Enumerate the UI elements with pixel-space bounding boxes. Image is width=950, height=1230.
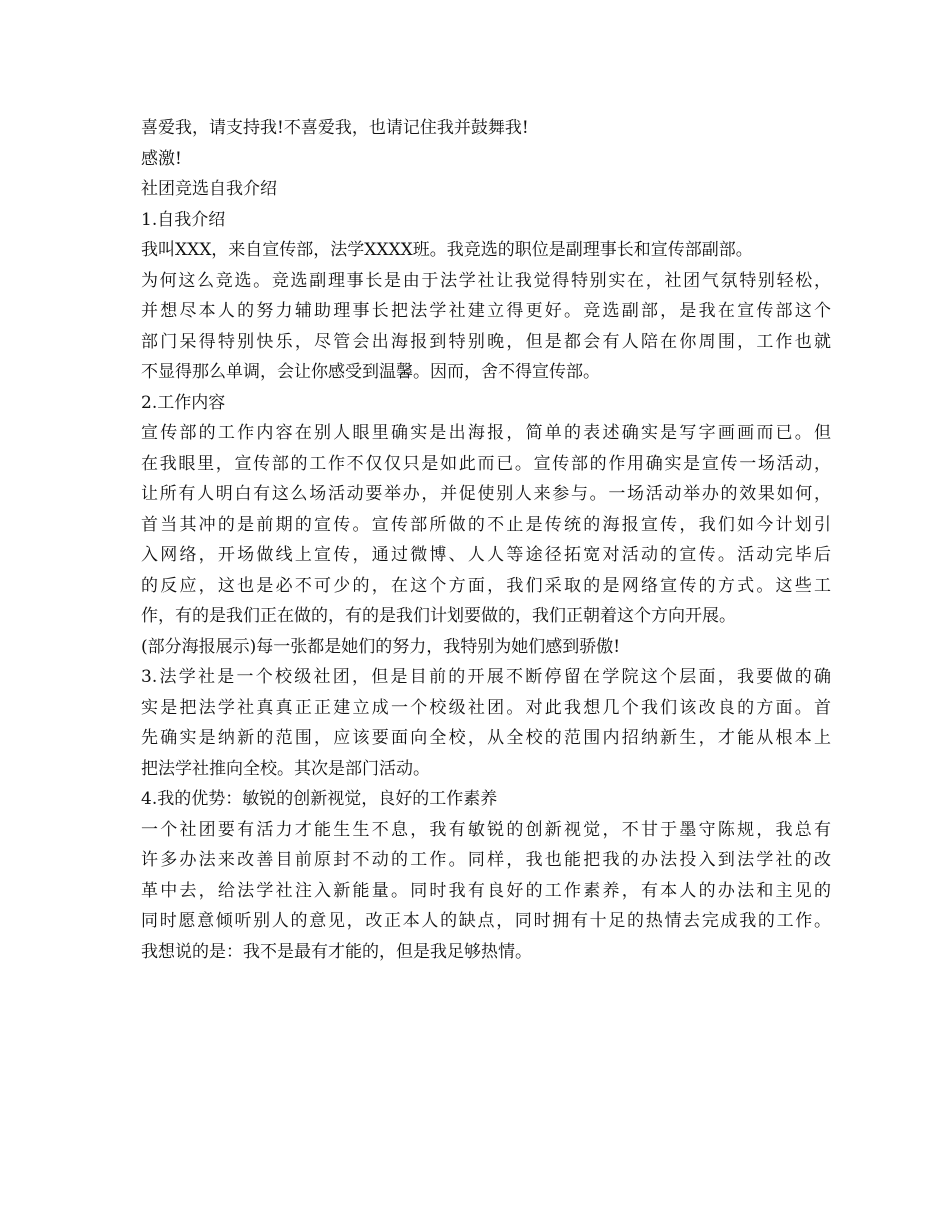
text-line: 我叫XXX，来自宣传部，法学XXXX班。我竞选的职位是副理事长和宣传部副部。 — [141, 240, 753, 260]
document-body — [141, 113, 831, 967]
text-line: 我想说的是：我不是最有才能的，但是我足够热情。 — [141, 941, 532, 962]
text-line: (部分海报展示)每一张都是她们的努力，我特别为她们感到骄傲! — [141, 636, 621, 657]
text-line: 许多办法来改善目前原封不动的工作。同样，我也能把我的办法投入到法学社的改 — [141, 850, 831, 870]
text-line: 入网络，开场做线上宣传，通过微博、人人等途径拓宽对活动的宣传。活动完毕后 — [141, 545, 831, 565]
section-heading: 2.工作内容 — [141, 392, 226, 413]
text-line: 不显得那么单调，会让你感受到温馨。因而，舍不得宣传部。 — [141, 362, 600, 382]
text-line: 首当其冲的是前期的宣传。宣传部所做的不止是传统的海报宣传，我们如今计划引 — [141, 514, 831, 535]
text-line: 把法学社推向全校。其次是部门活动。 — [141, 758, 430, 779]
text-line: 先确实是纳新的范围，应该要面向全校，从全校的范围内招纳新生，才能从根本上 — [141, 728, 831, 748]
text-line: 让所有人明白有这么场活动要举办，并促使别人来参与。一场活动举办的效果如何， — [141, 484, 831, 504]
text-line: 同时愿意倾听别人的意见，改正本人的缺点，同时拥有十足的热情去完成我的工作。 — [141, 911, 831, 931]
section-heading: 社团竞选自我介绍 — [141, 179, 277, 199]
text-line: 感激! — [141, 148, 182, 169]
text-line: 3.法学社是一个校级社团，但是目前的开展不断停留在学院这个层面，我要做的确 — [141, 667, 831, 687]
text-line: 的反应，这也是必不可少的，在这个方面，我们采取的是网络宣传的方式。这些工 — [141, 575, 831, 596]
text-line: 一个社团要有活力才能生生不息，我有敏锐的创新视觉，不甘于墨守陈规，我总有 — [141, 819, 831, 840]
text-line: 在我眼里，宣传部的工作不仅仅只是如此而已。宣传部的作用确实是宣传一场活动， — [141, 453, 831, 474]
section-heading: 1.自我介绍 — [141, 209, 226, 230]
text-line: 为何这么竞选。竞选副理事长是由于法学社让我觉得特别实在，社团气氛特别轻松， — [141, 270, 831, 291]
text-line: 喜爱我，请支持我!不喜爱我，也请记住我并鼓舞我! — [141, 118, 529, 138]
section-heading: 4.我的优势：敏锐的创新视觉，良好的工作素养 — [141, 789, 498, 809]
text-line: 作，有的是我们正在做的，有的是我们计划要做的，我们正朝着这个方向开展。 — [141, 606, 736, 626]
text-line: 并想尽本人的努力辅助理事长把法学社建立得更好。竞选副部，是我在宣传部这个 — [141, 301, 831, 321]
text-line: 实是把法学社真真正正建立成一个校级社团。对此我想几个我们该改良的方面。首 — [141, 697, 831, 718]
text-line: 宣传部的工作内容在别人眼里确实是出海报，简单的表述确实是写字画画而已。但 — [141, 423, 831, 443]
text-line: 革中去，给法学社注入新能量。同时我有良好的工作素养，有本人的办法和主见的 — [141, 880, 831, 901]
text-line: 部门呆得特别快乐，尽管会出海报到特别晚，但是都会有人陪在你周围，工作也就 — [141, 331, 831, 352]
